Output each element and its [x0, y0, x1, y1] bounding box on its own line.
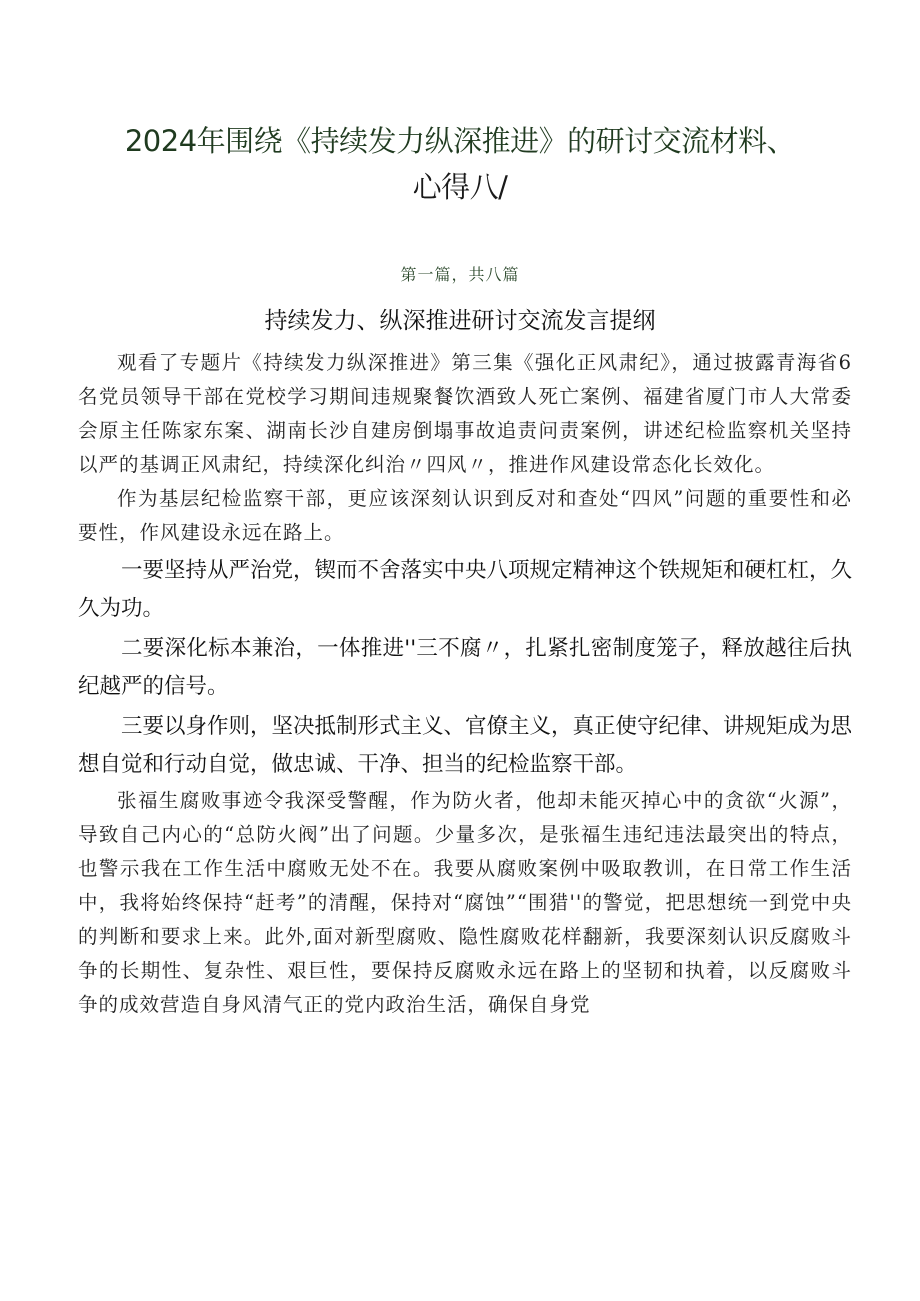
paragraph-point-1: 一要坚持从严治党，锲而不舍落实中央八项规定精神这个铁规矩和硬杠杠，久久为功。 — [78, 558, 853, 621]
title-line-1: 2024年围绕《持续发力纵深推进》的研讨交流材料、 — [124, 124, 796, 158]
paragraph-point-2: 二要深化标本兼治，一体推进''三不腐〃，扎紧扎密制度笼子，释放越往后执纪越严的信号。 — [78, 636, 852, 699]
paragraph-point-3: 三要以身作则，坚决抵制形式主义、官僚主义，真正使守纪律、讲规矩成为思想自觉和行动自觉，做忠诚、干净、担当的纪检监察干部。 — [78, 714, 853, 777]
document-title — [60, 118, 860, 210]
paragraph-reflection: 张福生腐败事迹令我深受警醒，作为防火者，他却未能灭掉心中的贪欲“火源”，导致自己内心的“总防火阀”出了问题。少量多次，是张福生违纪违法最突出的特点，也警示我在工作生活中腐败无处不在。我要从腐败案例中吸取教训，在日常工作生活中，我将始终保持“赶考”的清醒，保持对“腐蚀”“围猎''的警觉，把思想统一到党中央的判断和要求上来。此外,面对新型腐败、隐性腐败花样翻新，我要深刻认识反腐败斗争的长期性、复杂性、艰巨性，要保持反腐败永远在路上的坚韧和执着，以反腐败斗争的成效营造自身风清气正的党内政治生活，确保自身党 — [78, 789, 852, 1016]
section-subtitle: 持续发力、纵深推进研讨交流发言提纲 — [264, 308, 656, 334]
body-text — [78, 346, 852, 1022]
paragraph-intro: 观看了专题片《持续发力纵深推进》第三集《强化正风肃纪》，通过披露青海省6名党员领导干部在党校学习期间违规聚餐饮酒致人死亡案例、福建省厦门市人大常委会原主任陈家东案、湖南长沙自建房倒塌事故追责问责案例，讲述纪检监察机关坚持以严的基调正风肃纪，持续深化纠治〃四风〃，推进作风建设常态化长效化。 — [78, 351, 852, 476]
paragraph-context: 作为基层纪检监察干部，更应该深刻认识到反对和查处“四风”问题的重要性和必要性，作风建设永远在路上。 — [78, 487, 852, 544]
title-line-2: 心得八/ — [412, 170, 508, 204]
section-label: 第一篇，共八篇 — [400, 265, 520, 284]
